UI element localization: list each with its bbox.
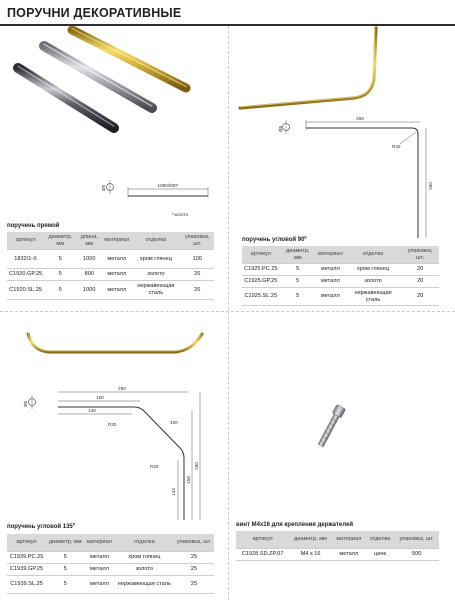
- angle90-rail-drawing: [240, 112, 450, 242]
- col-finish: отделка: [131, 232, 180, 250]
- col-diameter: диаметр, мм: [44, 232, 76, 250]
- straight-rails-photo: [14, 28, 214, 148]
- angle135-rail-drawing: [22, 380, 232, 525]
- straight-spec-table: [7, 232, 214, 300]
- angle135-upper-dim: 150: [96, 395, 104, 400]
- straight-section-title: поручень прямой: [7, 223, 60, 229]
- horizontal-divider: [0, 311, 455, 312]
- table-row: C1928.SD.ZP.07 М4 х 16 металл цинк 500: [236, 549, 439, 561]
- angle135-section-title: поручень угловой 135º: [7, 524, 75, 530]
- screw-photo: [310, 400, 350, 456]
- angle90-radius-dim: R40: [392, 144, 401, 149]
- angle90-diameter-label: Ø5: [278, 125, 283, 132]
- table-row: 1832/1-X 5 1000 металл хром глянец 100: [7, 250, 214, 269]
- angle90-side-dim: 260: [428, 182, 433, 190]
- screw-section-title: винт М4х16 для крепления держателей: [236, 522, 354, 528]
- angle135-total-dim: 260: [118, 386, 126, 391]
- angle90-spec-table: артикул диаметр, мм материал отделка упаковка, шт. C1925.PC.25 5 металл хром глянец 20 C1925.GP.25 5 металл золото 20 C1925.SL.25 5 металл нержавеющая сталь 20: [242, 246, 439, 306]
- angle135-spec-table: артикул диаметр, мм материал отделка упаковка, шт. C1939.PC.25 5 металл хром глянец 25 C1939.GP.25 5 металл золото 25 C1939.SL.25 5 металл нержавеющая сталь 25: [7, 534, 214, 594]
- screw-spec-table: артикул диаметр, мм материал отделка упаковка, шт. C1928.SD.ZP.07 М4 х 16 металл цинк 500: [236, 531, 439, 561]
- col-length: длина, мм: [76, 232, 102, 250]
- angle90-top-dim: 260: [356, 116, 364, 121]
- page-title: ПОРУЧНИ ДЕКОРАТИВНЫЕ: [7, 6, 182, 20]
- table-row: C1939.PC.25 5 металл хром глянец 25: [7, 552, 214, 564]
- table-row: C1925.SL.25 5 металл нержавеющая сталь 20: [242, 288, 439, 306]
- angle135-rbottom-dim: R20: [150, 464, 159, 469]
- col-pack: упаковка, шт.: [180, 232, 214, 250]
- angle135-diameter-label: Ø5: [23, 400, 28, 407]
- straight-length-label: 1000/800*: [157, 183, 179, 188]
- table-row: C1939.GP.25 5 металл золото 25: [7, 564, 214, 576]
- angle135-rail-photo: [26, 330, 206, 370]
- straight-diameter-label: Ø5: [101, 184, 106, 191]
- table-row: C1925.PC.25 5 металл хром глянец 20: [242, 264, 439, 276]
- angle135-left-dim: 143: [171, 488, 176, 496]
- gold-rail: [72, 29, 186, 89]
- straight-rail-drawing: [100, 178, 220, 208]
- angle135-rtop-dim: R20: [108, 422, 117, 427]
- table-row: C1920.SL.25 5 1000 металл нержавеющая сталь 20: [7, 281, 214, 300]
- col-material: материал: [102, 232, 131, 250]
- angle135-diag-dim: 100: [170, 420, 178, 425]
- angle135-inner-dim: 140: [88, 408, 96, 413]
- angle90-rail-photo: [236, 26, 386, 116]
- angle135-right-inner-dim: 150: [186, 476, 191, 484]
- col-article: артикул: [7, 232, 44, 250]
- table-row: C1939.SL.25 5 металл нержавеющая сталь 25: [7, 576, 214, 594]
- straight-note: *золото: [172, 212, 189, 217]
- table-row: C1920.GP.25 5 800 металл золото 20: [7, 269, 214, 281]
- table-row: C1925.GP.25 5 металл золото 20: [242, 276, 439, 288]
- angle135-right-outer-dim: 260: [194, 462, 199, 470]
- angle90-section-title: поручень угловой 90º: [242, 237, 307, 243]
